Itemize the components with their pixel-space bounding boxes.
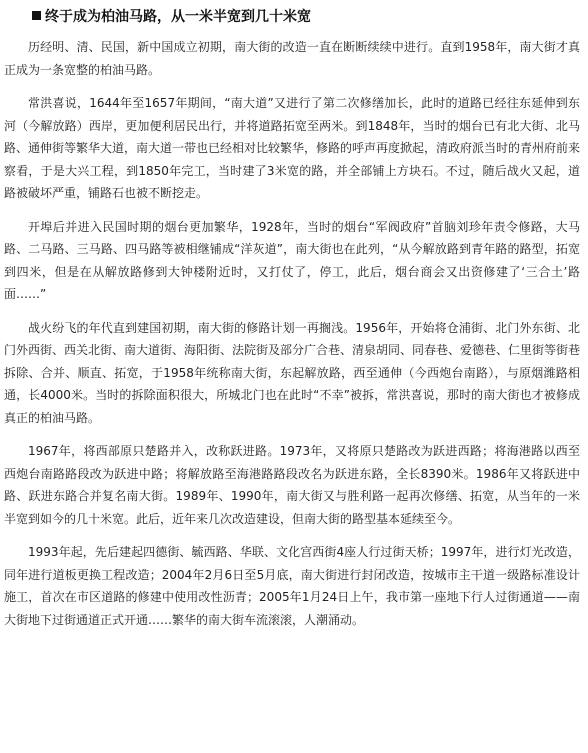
square-bullet-icon — [32, 11, 41, 20]
article-paragraph: 开埠后并进入民国时期的烟台更加繁华，1928年，当时的烟台“军阀政府”首脑刘珍年责令修路，大马路、二马路、三马路、四马路等被相继铺成“洋灰道”，南大街也在此列，“从今解放路到青年路的路型，拓宽到四米，但是在从解放路修到大钟楼附近时，又打仗了，停工，此后，烟台商会又出资修建了‘三合土’路面……” — [4, 219, 580, 301]
article-paragraph: 历经明、清、民国，新中国成立初期，南大街的改造一直在断断续续中进行。直到1958年，南大街才真正成为一条宽整的柏油马路。 — [4, 40, 580, 77]
article-paragraph: 1967年，将西部原只楚路并入，改称跃进路。1973年，又将原只楚路改为跃进西路；将海港路以西至西炮台南路路段改为跃进中路；将解放路至海港路路段改名为跃进东路，全长8390米。1986年又将跃进中路、跃进东路合并复名南大街。1989年、1990年，南大街又与胜利路一起再次修缮、拓宽，从当年的一米半宽到如今的几十米宽。此后，近年来几次改造建设，但南大街的路型基本延续至今。 — [4, 444, 580, 526]
article-heading-text: 终于成为柏油马路，从一米半宽到几十米宽 — [45, 9, 311, 25]
article-paragraph: 常洪喜说，1644年至1657年期间，“南大道”又进行了第二次修缮加长，此时的道路已经往东延伸到东河（今解放路）西岸，更加便利居民出行，并将道路拓宽至两米。到1848年，当时的烟台已有北大街、北马路、通伸街等繁华大道，南大道一带也已经相对比较繁华，修路的呼声再度掀起，清政府派当时的青州府前来察看，于是大兴工程，到1850年完工，当时建了3米宽的路，并全部铺上方块石。不过，随后战火又起，道路被破坏严重，铺路石也被不断挖走。 — [4, 96, 581, 200]
article-paragraph: 1993年起，先后建起四德街、毓西路、华联、文化宫西街4座人行过街天桥；1997年，进行灯光改造，同年进行道板更换工程改造；2004年2月6日至5月底，南大街进行封闭改造，按城市主干道一级路标准设计施工，首次在市区道路的修建中使用改性沥青；2005年1月24日上午，我市第一座地下行人过街通道——南大街地下过街通道正式开通……繁华的南大街车流滚滚，人潮涌动。 — [4, 545, 580, 627]
article-paragraph: 战火纷飞的年代直到建国初期，南大街的修路计划一再搁浅。1956年，开始将仓浦街、北门外东街、北门外西街、西关北街、南大道街、海阳街、法院街及部分广合巷、清泉胡同、同春巷、爱德巷、仁里街等街巷拆除、合并、顺直、拓宽，于1958年统称南大街，东起解放路，西至通伸（今西炮台南路），与原烟潍路相通，长4000米。当时的拆除面积很大，所城北门也在此时“不幸”被拆，常洪喜说，那时的南大街也才被修成真正的柏油马路。 — [4, 320, 581, 425]
article-heading — [32, 6, 580, 28]
